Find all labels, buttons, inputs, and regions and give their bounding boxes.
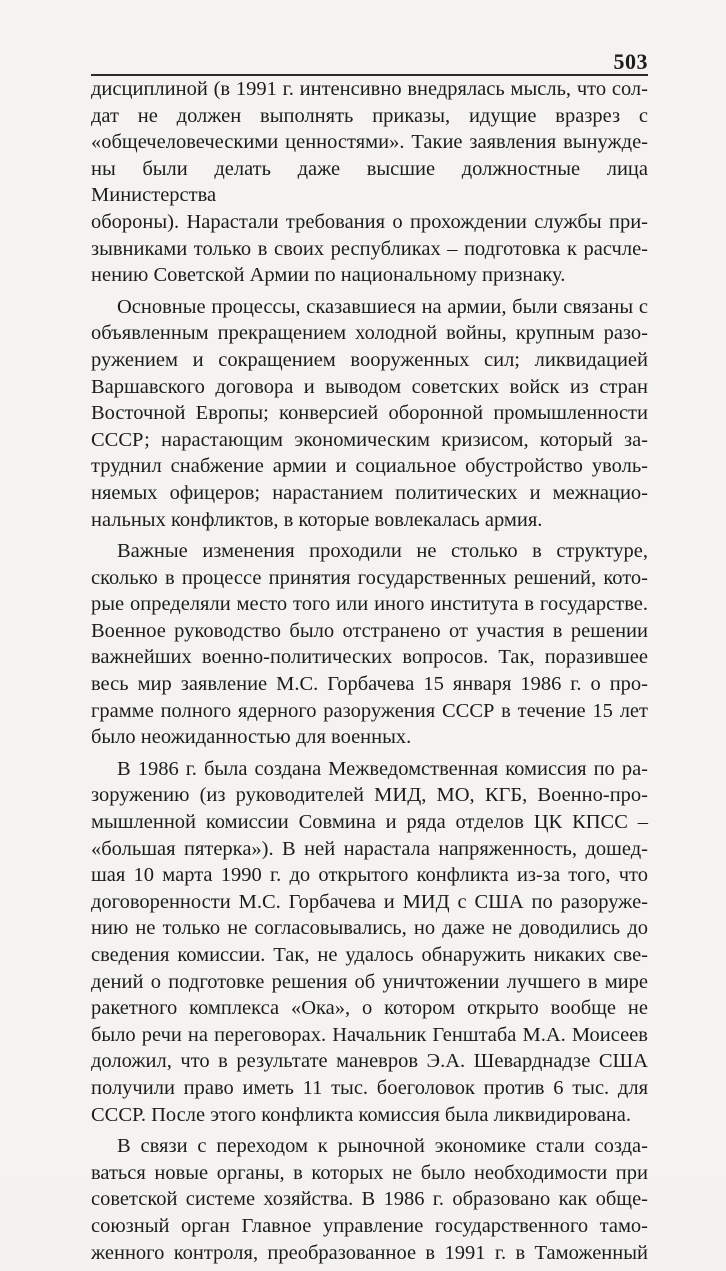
paragraph-4 xyxy=(91,756,648,1128)
text-line: дисциплиной (в 1991 г. интенсивно внедрялась мысль, что сол- xyxy=(91,78,648,100)
text-line: советской системе хозяйства. В 1986 г. образовано как обще- xyxy=(91,1188,648,1211)
text-line: весь мир заявление М.С. Горбачева 15 января 1986 г. о про- xyxy=(91,673,648,696)
text-line: дений о подготовке решения об уничтожении лучшего в мире xyxy=(91,970,648,993)
text-line: «большая пятерка»). В ней нарастала напряженность, дошед- xyxy=(91,837,648,860)
body-text xyxy=(91,76,648,1271)
text-line: дат не должен выполнять приказы, идущие вразрез с xyxy=(91,104,648,127)
text-line: СССР; нарастающим экономическим кризисом, который за- xyxy=(91,428,648,451)
text-line: В 1986 г. была создана Межведомственная комиссия по ра- xyxy=(117,757,648,780)
text-line: СССР. После этого конфликта комиссия была ликвидирована. xyxy=(91,1103,631,1126)
text-line: сведения комиссии. Так, не удалось обнаружить никаких све- xyxy=(91,944,648,966)
text-line: доложил, что в результате маневров Э.А. Шеварднадзе США xyxy=(91,1050,648,1073)
text-line: важнейших военно-политических вопросов. Так, поразившее xyxy=(91,646,648,669)
text-line: Важные изменения проходили не столько в структуре, xyxy=(117,540,648,563)
page-number: 503 xyxy=(613,49,648,74)
text-line: В связи с переходом к рыночной экономике стали созда- xyxy=(117,1135,648,1158)
text-line: Восточной Европы; конверсией оборонной промышленности xyxy=(91,402,648,425)
text-line: обороны). Нарастали требования о прохождении службы при- xyxy=(91,210,648,233)
text-line: ружением и сокращением вооруженных сил; ликвидацией xyxy=(91,348,648,371)
text-line: нальных конфликтов, в которые вовлекалась армия. xyxy=(91,508,543,531)
text-line: рые определяли место того или иного института в государстве. xyxy=(91,593,648,616)
text-line: ваться новые органы, в которых не было необходимости при xyxy=(91,1161,648,1184)
paragraph-3 xyxy=(91,538,648,751)
text-line: нию не только не согласовывались, но даже не доводились до xyxy=(91,917,648,940)
text-line: Основные процессы, сказавшиеся на армии, были связаны с xyxy=(117,295,648,318)
text-line: шая 10 марта 1990 г. до открытого конфликта из-за того, что xyxy=(91,864,648,887)
text-line: няемых офицеров; нарастанием политических и межнацио- xyxy=(91,481,648,504)
text-line: грамме полного ядерного разоружения СССР в течение 15 лет xyxy=(91,699,648,722)
text-line: Варшавского договора и выводом советских войск из стран xyxy=(91,375,648,398)
text-line: зывниками только в своих республиках – подготовка к расчле- xyxy=(91,237,648,260)
text-line: Военное руководство было отстранено от участия в решении xyxy=(91,619,648,642)
paragraph-1 xyxy=(91,76,648,289)
text-line: объявленным прекращением холодной войны, крупным разо- xyxy=(91,322,648,345)
text-line: было неожиданностью для военных. xyxy=(91,726,412,749)
text-line: зоружению (из руководителей МИД, МО, КГБ, Военно-про- xyxy=(91,784,648,807)
text-line: договоренности М.С. Горбачева и МИД с США по разоруже- xyxy=(91,890,648,913)
text-line: было речи на переговорах. Начальник Генштаба М.А. Моисеев xyxy=(91,1023,648,1046)
paragraph-5 xyxy=(91,1133,648,1266)
text-line: труднил снабжение армии и социальное обустройство уволь- xyxy=(91,455,648,478)
text-line: мышленной комиссии Совмина и ряда отделов ЦК КПСС – xyxy=(91,811,648,834)
text-line: ны были делать даже высшие должностные лица Министерства xyxy=(91,157,648,207)
text-line: женного контроля, преобразованное в 1991 г. в Таможенный xyxy=(91,1241,648,1264)
text-line: союзный орган Главное управление государственного тамо- xyxy=(91,1214,648,1237)
text-line: сколько в процессе принятия государственных решений, кото- xyxy=(91,566,648,589)
text-line: «общечеловеческими ценностями». Такие заявления вынужде- xyxy=(91,131,648,154)
paragraph-2 xyxy=(91,294,648,533)
text-line: ракетного комплекса «Ока», о котором открыто вообще не xyxy=(91,997,648,1020)
text-line: нению Советской Армии по национальному признаку. xyxy=(91,264,566,287)
text-line: получили право иметь 11 тыс. боеголовок против 6 тыс. для xyxy=(91,1076,648,1099)
